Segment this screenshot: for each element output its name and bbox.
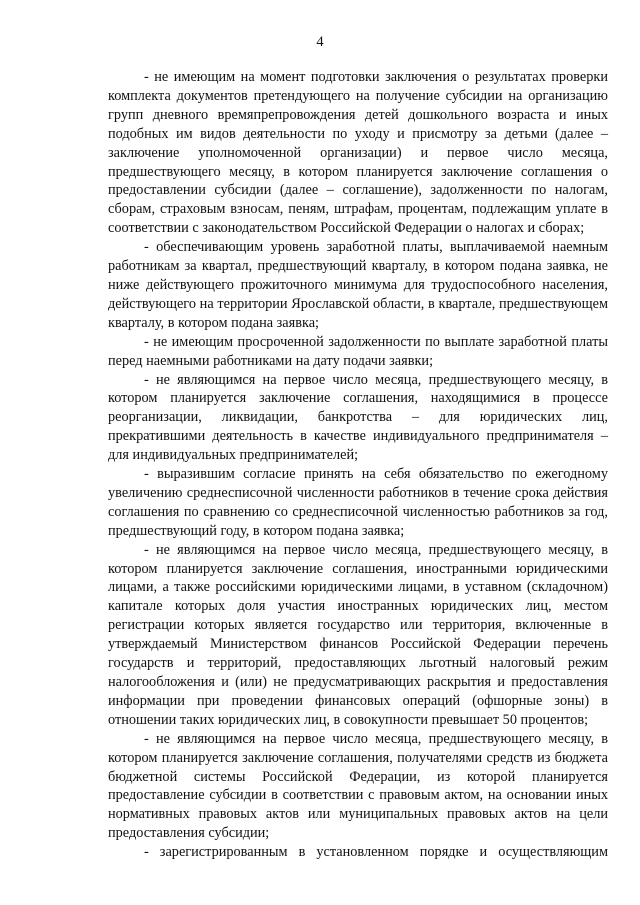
paragraph-wage-arrears: - не имеющим просроченной задолженности по выплате заработной платы перед наемными работниками на дату подачи заявки; [108,333,608,369]
page-number: 4 [316,34,324,50]
paragraph-tax-debt: - не имеющим на момент подготовки заключения о результатах проверки комплекта документов претендующего на получение субсидии на организацию групп дневного времяпрепровождения детей дошкольного возраста и иных подобных им видов деятельности по уходу и присмотру за детьми (далее – заключение уполномоченной организации) и первое число месяца, предшествующего месяцу, в котором планируется заключение соглашения о предоставлении субсидии (далее – соглашение), задолженности по налогам, сборам, страховым взносам, пеням, штрафам, процентам, подлежащим уплате в соответствии с законодательством Российской Федерации о налогах и сборах; [108,69,608,237]
paragraph-foreign-entities: - не являющимся на первое число месяца, предшествующего месяцу, в котором планируется заключение соглашения, иностранными юридическими лицами, а также российскими юридическими лицами, в уставном (складочном) капитале которых доля участия иностранных юридических лиц, местом регистрации которых является государство или территория, включенные в утверждаемый Министерством финансов Российской Федерации перечень государств и территорий, предоставляющих льготный налоговый режим налогообложения и (или) не предусматривающих раскрытия и предоставления информации при проведении финансовых операций (офшорные зоны) в отношении таких юридических лиц, в совокупности превышает 50 процентов; [108,541,608,728]
document-body [108,68,608,862]
paragraph-registered: - зарегистрированным в установленном порядке и осуществляющим [144,844,608,861]
paragraph-reorganization: - не являющимся на первое число месяца, предшествующего месяцу, в котором планируется заключение соглашения, находящимися в процессе реорганизации, ликвидации, банкротства – для юридических лиц, прекратившими деятельность в качестве индивидуального предпринимателя – для индивидуальных предпринимателей; [108,371,608,464]
paragraph-budget-recipients: - не являющимся на первое число месяца, предшествующего месяцу, в котором планируется заключение соглашения, получателями средств из бюджета бюджетной системы Российской Федерации, из которой планируется предоставление субсидии в соответствии с правовым актом, на основании иных нормативных правовых актов или муниципальных правовых актов на цели предоставления субсидии; [108,730,608,842]
paragraph-headcount-commitment: - выразившим согласие принять на себя обязательство по ежегодному увеличению среднесписочной численности работников в течение срока действия соглашения по сравнению со среднесписочной численностью работников за год, предшествующий году, в котором подана заявка; [108,466,608,539]
paragraph-wage-level: - обеспечивающим уровень заработной платы, выплачиваемой наемным работникам за квартал, предшествующий кварталу, в котором подана заявка, не ниже действующего прожиточного минимума для трудоспособного населения, действующего на территории Ярославской области, в квартале, предшествующем кварталу, в котором подана заявка; [108,239,608,331]
